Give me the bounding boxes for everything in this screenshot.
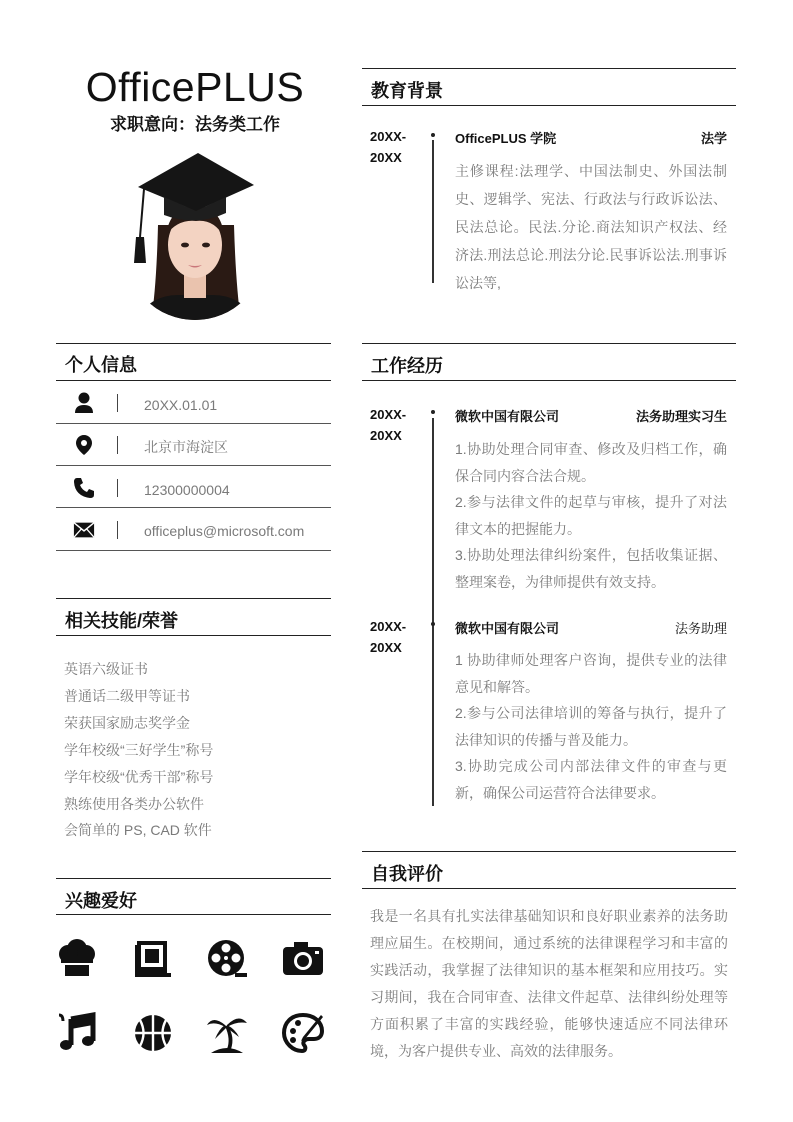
- education-description: 主修课程:法理学、中国法制史、外国法制史、逻辑学、宪法、行政法与行政诉讼法、民法总论。民法.分论.商法知识产权法、经济法.刑法总论.刑法分论.民事诉讼法.刑事诉讼法等,: [455, 163, 727, 291]
- separator: [117, 394, 118, 412]
- work-entry-header: [455, 406, 727, 425]
- job-role: 法务助理实习生: [635, 409, 727, 424]
- email-text: officeplus@microsoft.com: [144, 523, 305, 539]
- list-item: 普通话二级甲等证书: [64, 687, 190, 704]
- film-reel-icon: [205, 937, 249, 981]
- separator: [117, 479, 118, 497]
- divider: [56, 878, 331, 879]
- date-start: 20XX-: [370, 129, 407, 144]
- date-start: 20XX-: [370, 619, 407, 634]
- timeline-dot: [431, 410, 435, 414]
- divider: [362, 105, 736, 106]
- divider: [362, 68, 736, 69]
- divider: [56, 598, 331, 599]
- divider: [56, 550, 331, 551]
- candidate-name: OfficePLUS: [85, 64, 305, 110]
- date-end: 20XX: [370, 150, 402, 165]
- divider: [362, 343, 736, 344]
- user-icon: [73, 392, 95, 414]
- company-name: 微软中国有限公司: [455, 409, 560, 424]
- palette-icon: [281, 1011, 325, 1055]
- divider: [362, 888, 736, 889]
- divider: [56, 465, 331, 466]
- list-item: 学年校级“优秀干部”称号: [64, 768, 214, 785]
- job-intent: 求职意向：法务类工作: [110, 115, 280, 134]
- divider: [362, 380, 736, 381]
- camera-icon: [281, 937, 325, 981]
- list-item: 1 协助律师处理客户咨询，提供专业的法律意见和解答。: [455, 652, 727, 695]
- date-end: 20XX: [370, 640, 402, 655]
- list-item: 1.协助处理合同审查、修改及归档工作，确保合同内容合法合规。: [455, 441, 727, 484]
- list-item: 3.协助完成公司内部法律文件的审查与更新，确保公司运营符合法律要求。: [455, 758, 727, 801]
- major: 法学: [700, 131, 727, 146]
- divider: [56, 380, 331, 381]
- date-end: 20XX: [370, 428, 402, 443]
- divider: [56, 635, 331, 636]
- evaluation-text: 我是一名具有扎实法律基础知识和良好职业素养的法务助理应届生。在校期间，通过系统的法律课程学习和丰富的实践活动，我掌握了法律知识的基本框架和应用技巧。实习期间，我在合同审查、法律文件起草、法律纠纷处理等方面积累了丰富的实践经验，能够快速适应不同法律环境，为客户提供专业、高效的法律服务。: [370, 908, 728, 1059]
- timeline-line: [432, 418, 434, 806]
- list-item: 3.协助处理法律纠纷案件，包括收集证据、整理案卷，为律师提供有效支持。: [455, 547, 727, 590]
- divider: [56, 914, 331, 915]
- evaluation-title: 自我评价: [371, 864, 443, 884]
- school-name: OfficePLUS 学院: [455, 131, 557, 146]
- list-item: 会简单的 PS, CAD 软件: [64, 822, 212, 839]
- mail-icon: [73, 519, 95, 541]
- palm-tree-icon: [205, 1011, 249, 1055]
- book-icon: [131, 937, 175, 981]
- education-entry-header: [455, 128, 727, 147]
- divider: [362, 851, 736, 852]
- hobbies-title: 兴趣爱好: [65, 891, 137, 911]
- timeline-line: [432, 140, 434, 283]
- list-item: 英语六级证书: [64, 661, 148, 677]
- phone-text: 12300000004: [144, 482, 230, 498]
- date-start: 20XX-: [370, 407, 407, 422]
- work-description: [455, 647, 727, 806]
- work-description: [455, 436, 727, 595]
- music-note-icon: [55, 1011, 99, 1055]
- list-item: 荣获国家励志奖学金: [64, 714, 190, 731]
- education-title: 教育背景: [371, 81, 443, 101]
- chef-hat-icon: [55, 937, 99, 981]
- location-text: 北京市海淀区: [144, 439, 228, 455]
- list-item: 2.参与法律文件的起草与审核，提升了对法律文本的把握能力。: [455, 494, 727, 537]
- skills-title: 相关技能/荣誉: [65, 611, 179, 631]
- basketball-icon: [131, 1011, 175, 1055]
- separator: [117, 521, 118, 539]
- avatar: [118, 145, 268, 325]
- location-icon: [73, 434, 95, 456]
- personal-info-title: 个人信息: [65, 355, 137, 375]
- work-date: [370, 616, 406, 658]
- list-item: 熟练使用各类办公软件: [64, 795, 204, 812]
- work-date: [370, 404, 406, 446]
- timeline-dot: [431, 622, 435, 626]
- job-role: 法务助理: [674, 621, 727, 636]
- divider: [56, 343, 331, 344]
- list-item: 2.参与公司法律培训的筹备与执行，提升了法律知识的传播与普及能力。: [455, 705, 727, 748]
- list-item: 学年校级“三好学生”称号: [64, 741, 214, 758]
- birth-date: 20XX.01.01: [144, 397, 218, 413]
- education-date: [370, 126, 406, 168]
- work-title: 工作经历: [371, 356, 443, 376]
- timeline-dot: [431, 133, 435, 137]
- company-name: 微软中国有限公司: [455, 621, 560, 636]
- divider: [56, 507, 331, 508]
- divider: [56, 423, 331, 424]
- skills-list: [64, 656, 324, 844]
- phone-icon: [73, 477, 95, 499]
- work-entry-header: [455, 618, 727, 637]
- separator: [117, 436, 118, 454]
